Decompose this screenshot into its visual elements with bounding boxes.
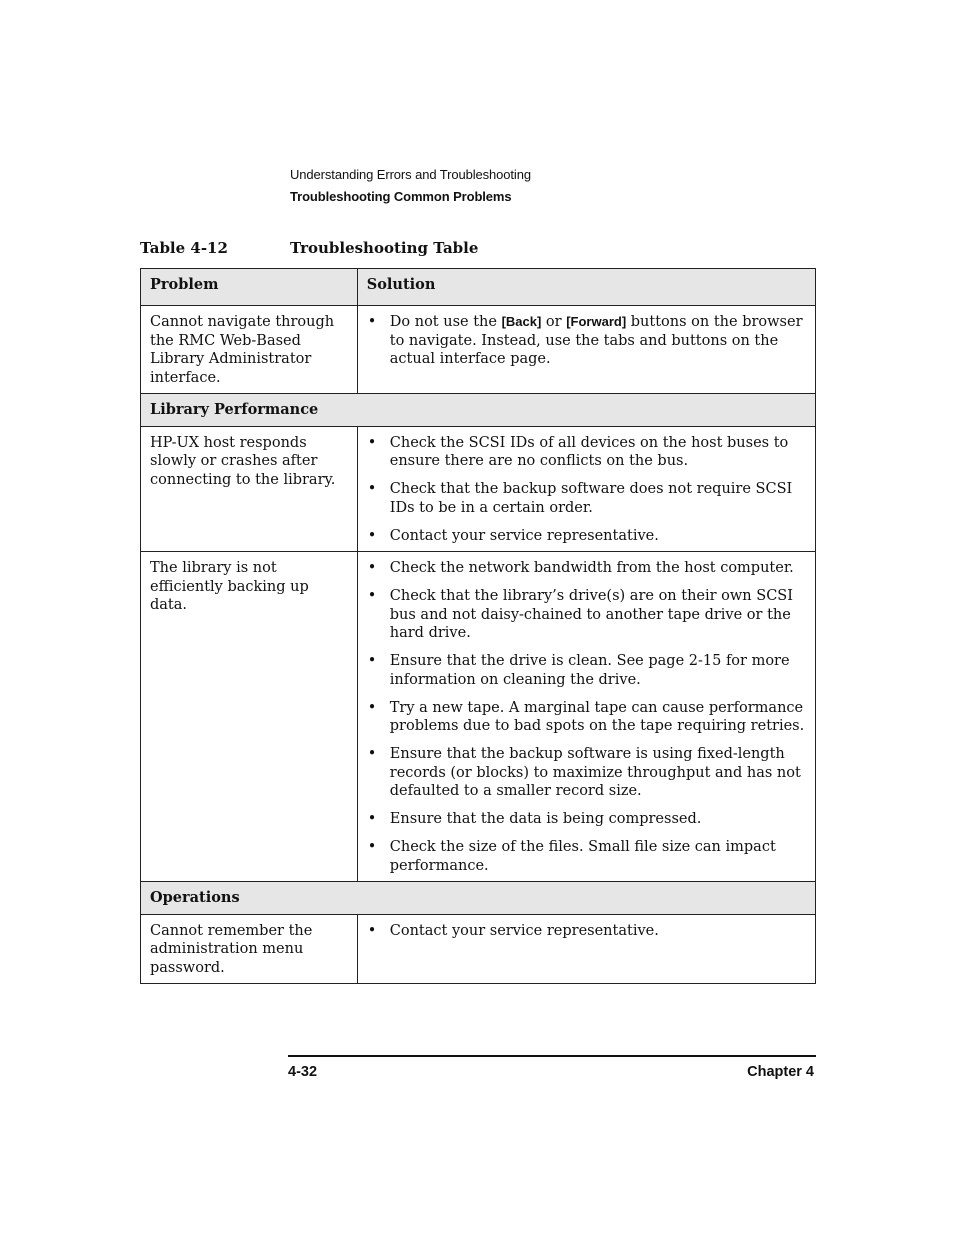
footer-chapter: Chapter 4 bbox=[747, 1064, 814, 1080]
back-button-label: [Back] bbox=[501, 314, 542, 329]
footer-rule bbox=[288, 1055, 816, 1057]
problem-cell: The library is not efficiently backing up data. bbox=[141, 552, 358, 882]
solution-item: • Check the SCSI IDs of all devices on the host buses to ensure there are no conflicts on the bus. bbox=[367, 434, 806, 471]
solution-text-suffix: buttons on the browser to navigate. Instead, use the tabs and buttons on the actual interface page. bbox=[389, 314, 803, 367]
troubleshooting-table bbox=[140, 268, 816, 984]
solution-list bbox=[367, 434, 806, 546]
table-title: Troubleshooting Table bbox=[290, 239, 479, 257]
problem-cell: Cannot remember the administration menu password. bbox=[141, 914, 358, 984]
forward-button-label: [Forward] bbox=[566, 314, 627, 329]
solution-item: • Contact your service representative. bbox=[367, 922, 806, 941]
solution-item: • Try a new tape. A marginal tape can cause performance problems due to bad spots on the tape requiring retries. bbox=[367, 699, 806, 736]
solution-list bbox=[367, 313, 806, 369]
solution-item: • Ensure that the backup software is using fixed-length records (or blocks) to maximize throughput and has not defaulted to a smaller record size. bbox=[367, 745, 806, 801]
solution-list bbox=[367, 559, 806, 875]
section-label-performance: Library Performance bbox=[141, 394, 816, 427]
table-row bbox=[141, 426, 816, 552]
solution-cell bbox=[357, 306, 815, 394]
solution-text-prefix: Do not use the bbox=[389, 314, 502, 330]
table-header-row bbox=[141, 269, 816, 306]
table-row bbox=[141, 306, 816, 394]
section-label-operations: Operations bbox=[141, 882, 816, 915]
solution-item: • Ensure that the drive is clean. See page 2-15 for more information on cleaning the drive. bbox=[367, 652, 806, 689]
section-row-performance bbox=[141, 394, 816, 427]
solution-item: • Check the network bandwidth from the host computer. bbox=[367, 559, 806, 578]
table-row bbox=[141, 914, 816, 984]
solution-cell bbox=[357, 426, 815, 552]
section-row-operations bbox=[141, 882, 816, 915]
solution-item: • Check that the library’s drive(s) are on their own SCSI bus and not daisy-chained to another tape drive or the hard drive. bbox=[367, 587, 806, 643]
table-number: Table 4-12 bbox=[140, 239, 228, 257]
solution-item: • Check that the backup software does not require SCSI IDs to be in a certain order. bbox=[367, 480, 806, 517]
problem-cell: Cannot navigate through the RMC Web-Based Library Administrator interface. bbox=[141, 306, 358, 394]
solution-cell bbox=[357, 552, 815, 882]
solution-item: • Check the size of the files. Small file size can impact performance. bbox=[367, 838, 806, 875]
header-problem: Problem bbox=[141, 269, 358, 306]
solution-list bbox=[367, 922, 806, 941]
solution-cell bbox=[357, 914, 815, 984]
header-solution: Solution bbox=[357, 269, 815, 306]
solution-text-middle: or bbox=[541, 314, 567, 330]
solution-item: • Ensure that the data is being compressed. bbox=[367, 810, 806, 829]
running-head-section-title: Troubleshooting Common Problems bbox=[290, 189, 512, 204]
problem-cell: HP-UX host responds slowly or crashes after connecting to the library. bbox=[141, 426, 358, 552]
solution-item: • Contact your service representative. bbox=[367, 527, 806, 546]
running-head-chapter-title: Understanding Errors and Troubleshooting bbox=[290, 167, 531, 182]
page-number: 4-32 bbox=[288, 1064, 318, 1080]
solution-item bbox=[367, 313, 806, 369]
table-row bbox=[141, 552, 816, 882]
